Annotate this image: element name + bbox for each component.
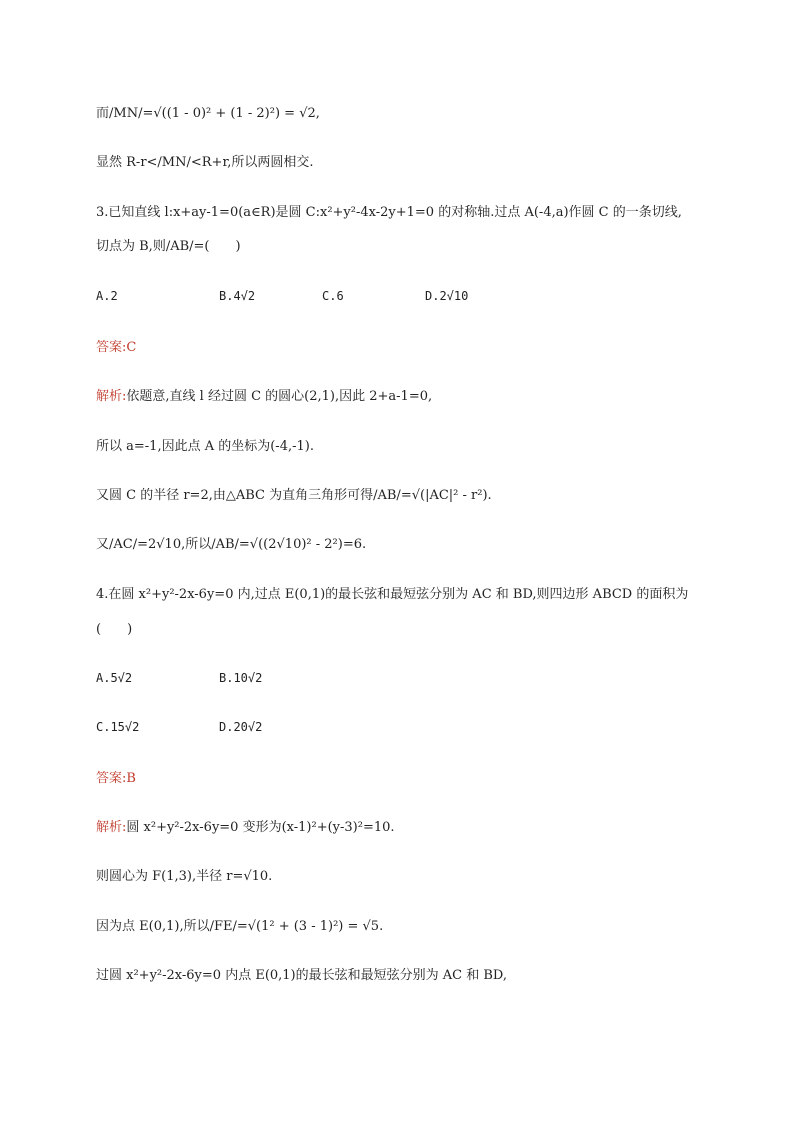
answer-value: C (126, 340, 137, 355)
q4-explanation-2: 则圆心为 F(1,3),半径 r=√10. (96, 869, 273, 884)
q4-explanation-4: 过圆 x²+y²-2x-6y=0 内点 E(0,1)的最长弦和最短弦分别为 AC 和 BD, (96, 968, 508, 983)
q3-explanation-4: 又/AC/=2√10,所以/AB/=√((2√10)² - 2²)=6. (96, 537, 367, 552)
q3-option-a: A.2 (96, 289, 118, 303)
q3-answer (96, 338, 136, 358)
explanation-text: 依题意,直线 l 经过圆 C 的圆心(2,1),因此 2+a-1=0, (126, 389, 433, 404)
question-3-stem-cont: 切点为 B,则/AB/=( ) (96, 239, 241, 254)
explanation-label: 解析: (96, 820, 127, 835)
text-line: 显然 R-r</MN/<R+r,所以两圆相交. (96, 155, 314, 170)
q3-option-c: C.6 (322, 289, 344, 303)
q4-explanation-3: 因为点 E(0,1),所以/FE/=√(1² + (3 - 1)²) = √5. (96, 919, 384, 934)
q4-option-d: D.20√2 (219, 720, 263, 734)
q4-option-b: B.10√2 (219, 671, 263, 685)
q3-explanation-2: 所以 a=-1,因此点 A 的坐标为(-4,-1). (96, 439, 314, 454)
q3-option-d: D.2√10 (425, 289, 469, 303)
explanation-text: 圆 x²+y²-2x-6y=0 变形为(x-1)²+(y-3)²=10. (126, 820, 395, 835)
answer-label: 答案: (96, 771, 127, 786)
q4-explanation-1 (96, 818, 395, 838)
q3-explanation-3: 又圆 C 的半径 r=2,由△ABC 为直角三角形可得/AB/=√(|AC|² - r²). (96, 488, 492, 503)
q4-answer (96, 769, 136, 789)
q3-option-b: B.4√2 (219, 289, 256, 303)
q4-option-a: A.5√2 (96, 671, 133, 685)
answer-value: B (126, 771, 136, 786)
question-4-stem: 4.在圆 x²+y²-2x-6y=0 内,过点 E(0,1)的最长弦和最短弦分别为 AC 和 BD,则四边形 ABCD 的面积为 (96, 587, 689, 602)
question-3-stem: 3.已知直线 l:x+ay-1=0(a∈R)是圆 C:x²+y²-4x-2y+1=0 的对称轴.过点 A(-4,a)作圆 C 的一条切线, (96, 205, 682, 220)
q4-option-c: C.15√2 (96, 720, 140, 734)
question-4-stem-cont: ( ) (96, 622, 133, 637)
answer-label: 答案: (96, 340, 127, 355)
q3-explanation-1 (96, 387, 432, 407)
text-line: 而/MN/=√((1 - 0)² + (1 - 2)²) = √2, (96, 106, 320, 121)
explanation-label: 解析: (96, 389, 127, 404)
